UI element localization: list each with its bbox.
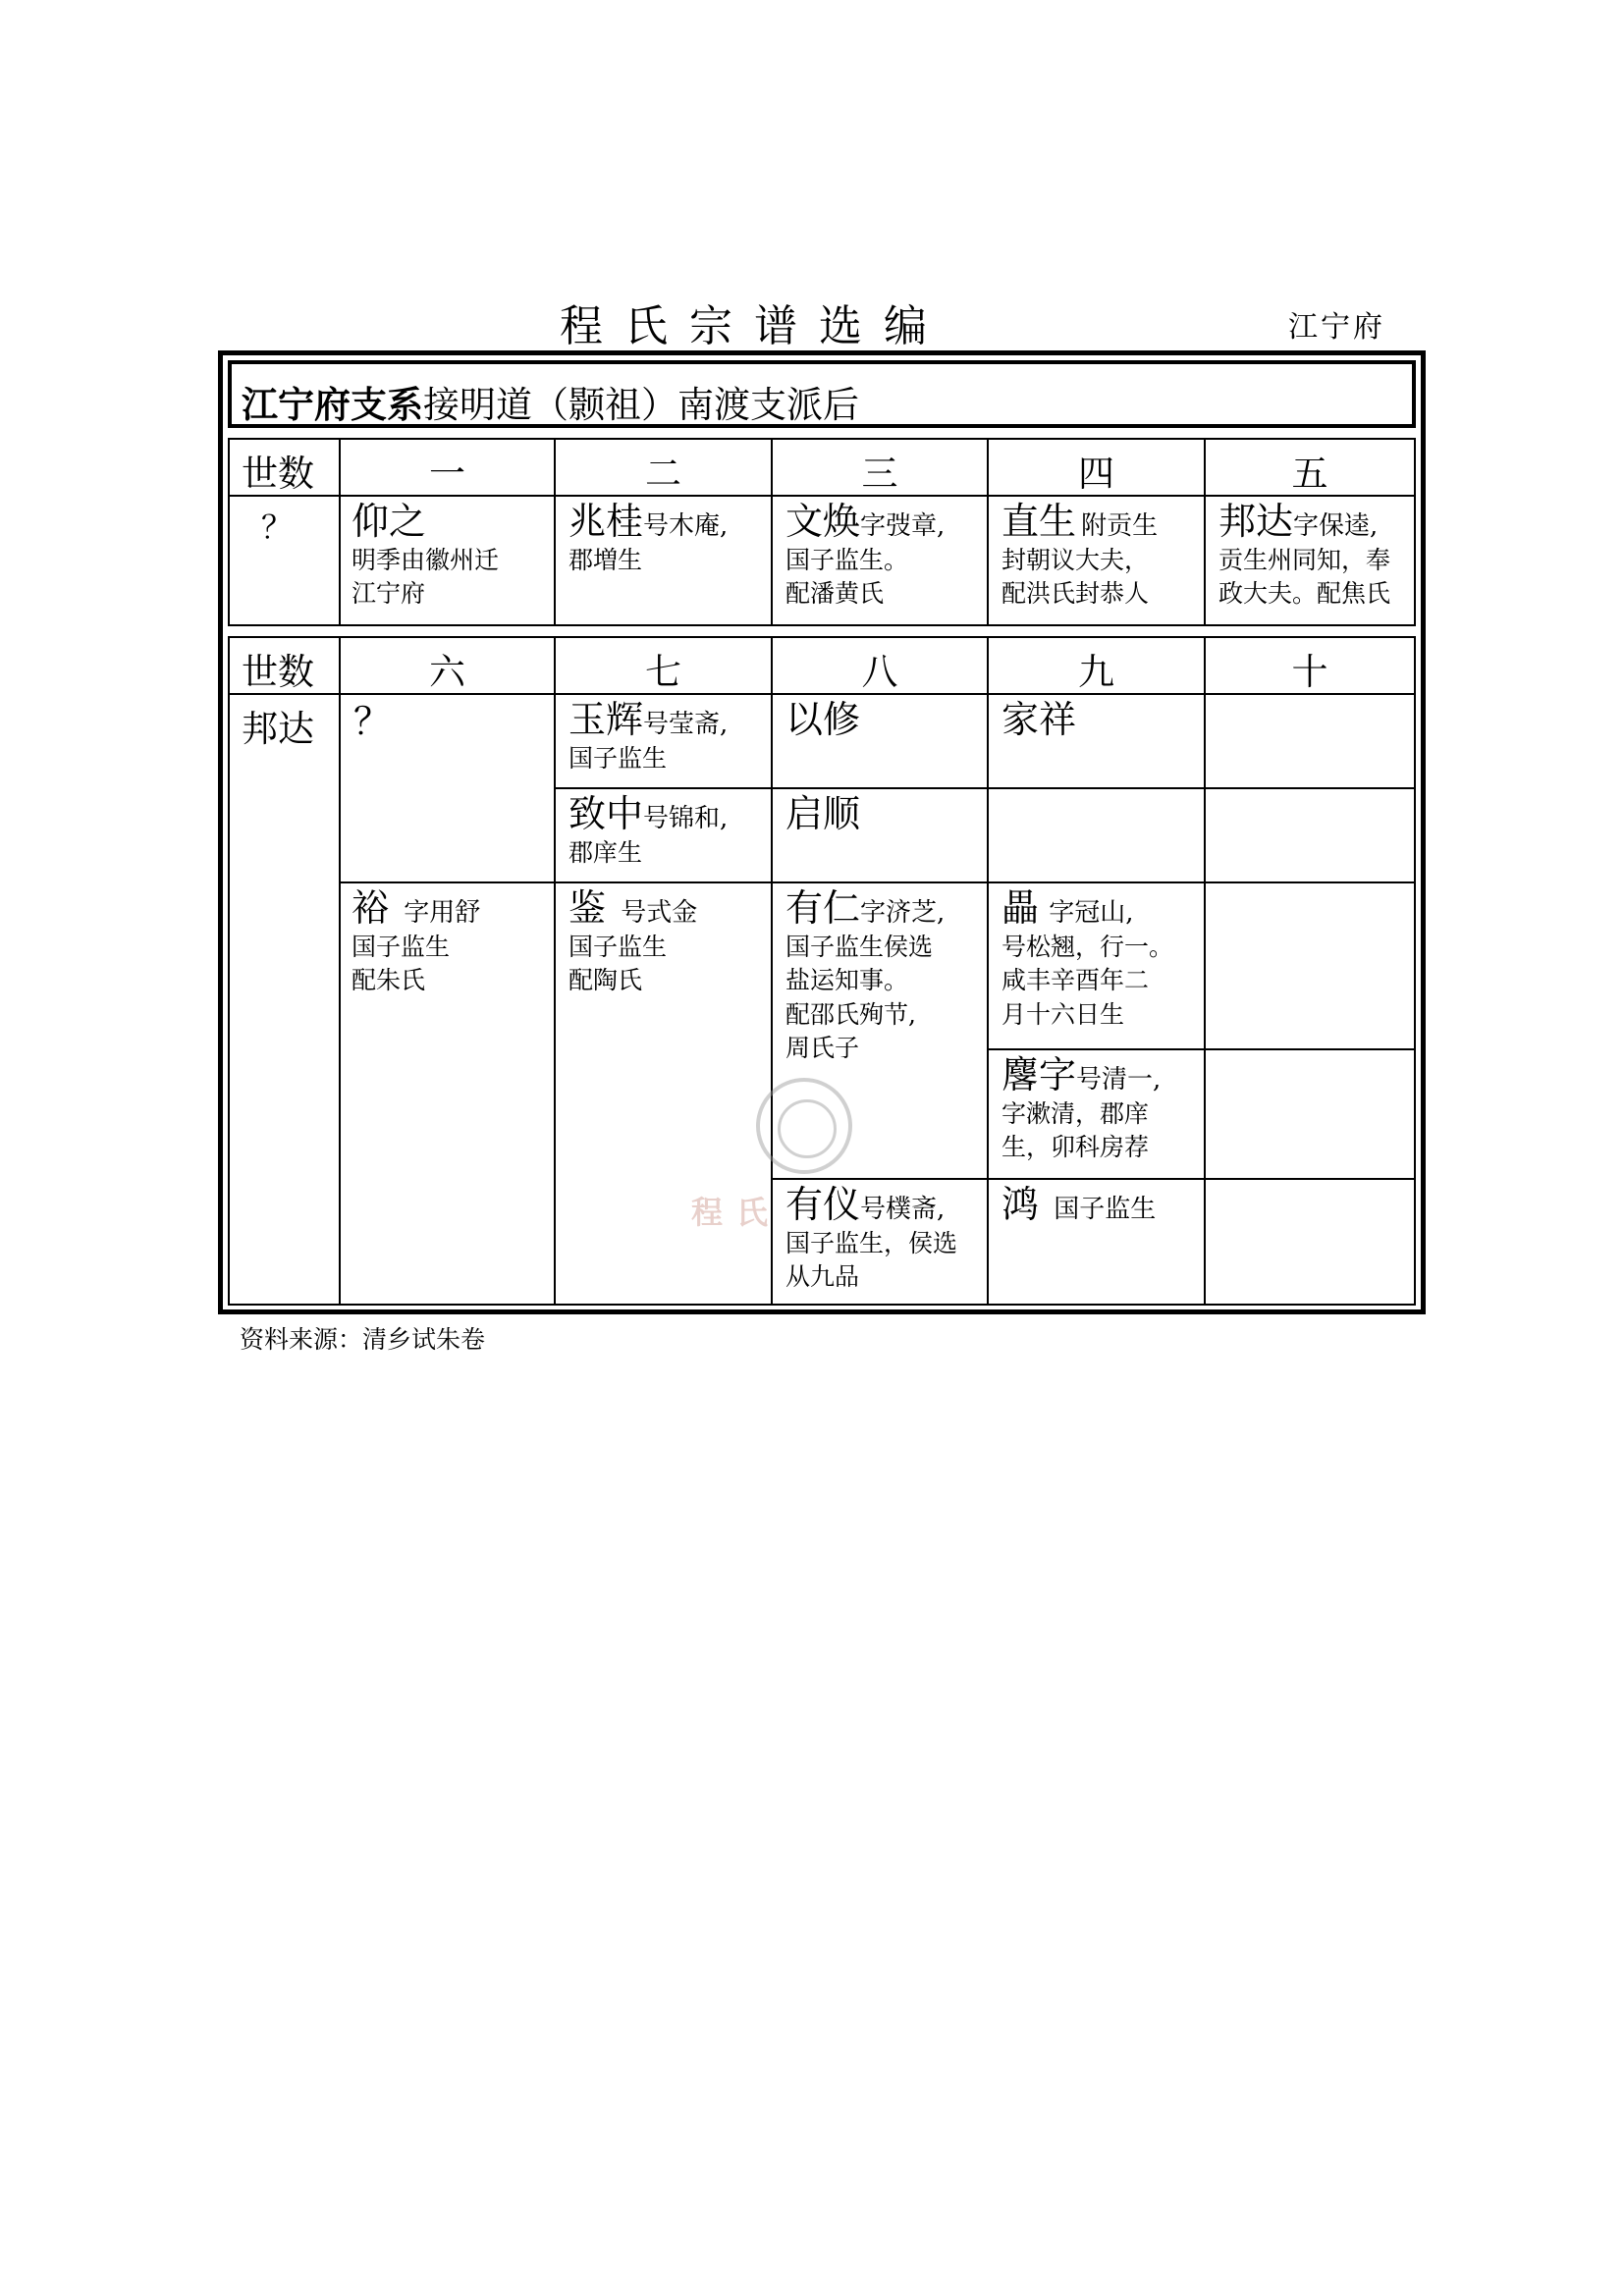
person-title: 号木庵, (643, 511, 729, 541)
source-note: 资料来源：清乡试朱卷 (240, 1325, 486, 1354)
gen-label: 世数 (242, 453, 314, 495)
gen-1: 一 (429, 453, 465, 495)
branch-name: 江宁府支系 (242, 384, 423, 426)
person-title: 字用舒 (404, 898, 481, 928)
person-note: 生，卯科房荐 (1001, 1133, 1150, 1162)
person-cell (352, 501, 548, 612)
person-name: 鉴 (568, 886, 607, 930)
person-title: 字保逵, (1293, 511, 1379, 541)
person-cell (785, 501, 982, 612)
gen-5: 五 (1291, 453, 1328, 495)
person-note: 月十六日生 (1001, 999, 1125, 1029)
person-name: 仰之 (352, 500, 427, 543)
person-name: 裕 (352, 886, 390, 930)
person-note: 号松翘，行一。 (1001, 932, 1174, 961)
lineage-unknown: ？ (261, 508, 294, 546)
person-title: 字冠山, (1049, 898, 1134, 928)
person-note: 配陶氏 (568, 966, 643, 995)
person-note: 国子监生，侯选 (785, 1228, 958, 1257)
person-name: 文焕 (785, 500, 861, 543)
person-title: 国子监生 (1054, 1195, 1157, 1224)
page-title: 程氏宗谱选编 (560, 301, 948, 351)
person-title: 字济芝, (860, 898, 946, 928)
person-note: 字漱清，郡庠 (1001, 1098, 1150, 1128)
person-cell (1001, 501, 1198, 612)
lineage-bangda: 邦达 (242, 708, 314, 750)
person-note: 贡生州同知，奉 (1218, 545, 1391, 574)
person-note: 配洪氏封恭人 (1001, 579, 1150, 609)
person-note: 配朱氏 (352, 966, 426, 995)
person-cell (1218, 501, 1413, 612)
person-name: 家祥 (1001, 698, 1077, 741)
person-cell (568, 699, 765, 775)
gen-9: 九 (1078, 651, 1114, 693)
gen-2: 二 (645, 453, 681, 495)
person-note: 配潘黄氏 (785, 579, 885, 609)
gen-3: 三 (861, 453, 898, 495)
person-title: 号锦和, (643, 804, 729, 833)
person-cell (1001, 699, 1076, 742)
person-name: 以修 (785, 698, 861, 741)
branch-header (242, 375, 859, 428)
person-note: 郡庠生 (568, 837, 643, 867)
person-cell (352, 887, 548, 998)
person-note: 国子监生 (352, 932, 451, 961)
person-title: 号式金 (621, 898, 698, 928)
person-title: 字弢章, (860, 511, 946, 541)
person-cell (568, 501, 765, 577)
person-name: 直生 (1001, 500, 1077, 543)
person-cell (785, 699, 860, 742)
person-unknown: ？ (353, 700, 392, 743)
person-name: 有仁 (785, 886, 861, 930)
person-name: 致中 (568, 792, 644, 835)
gen-7: 七 (645, 651, 681, 693)
person-title: 附贡生 (1081, 511, 1159, 541)
branch-desc: 接明道（颢祖）南渡支派后 (423, 384, 859, 426)
person-cell (1001, 1054, 1198, 1165)
person-note: 郡増生 (568, 545, 643, 574)
person-note: 国子监生 (568, 743, 668, 773)
gen-label: 世数 (242, 651, 314, 693)
seal-watermark (756, 1078, 852, 1174)
gen-4: 四 (1078, 453, 1114, 495)
person-note: 从九品 (785, 1262, 860, 1292)
person-note: 国子监生侯选 (785, 932, 934, 961)
person-name: 麐字 (1001, 1053, 1077, 1096)
gen-8: 八 (861, 651, 898, 693)
person-cell (785, 1184, 982, 1295)
person-name: 有仪 (785, 1183, 861, 1226)
person-note: 周氏子 (785, 1034, 860, 1063)
person-note: 咸丰辛酉年二 (1001, 966, 1150, 995)
gen-6: 六 (429, 651, 465, 693)
person-cell (1001, 1184, 1198, 1227)
person-note: 江宁府 (352, 579, 426, 609)
region-label: 江宁府 (1288, 310, 1385, 345)
person-title: 号莹斋, (643, 710, 729, 739)
person-cell (785, 887, 982, 1066)
person-name: 玉辉 (568, 698, 644, 741)
person-note: 国子监生 (568, 932, 668, 961)
person-note: 盐运知事。 (785, 966, 909, 995)
person-cell (1001, 887, 1198, 1032)
person-title: 号樸斋, (860, 1195, 946, 1224)
person-name: 畾 (1001, 886, 1040, 930)
person-name: 兆桂 (568, 500, 644, 543)
person-cell (568, 793, 765, 870)
person-name: 启顺 (785, 792, 861, 835)
gen-10: 十 (1291, 651, 1328, 693)
person-name: 邦达 (1218, 500, 1294, 543)
person-name: 鸿 (1001, 1183, 1040, 1226)
person-note: 政大夫。配焦氏 (1218, 579, 1391, 609)
person-note: 封朝议大夫， (1001, 545, 1150, 574)
text-watermark: 程氏 (691, 1194, 783, 1231)
person-cell (568, 887, 765, 998)
person-title: 号清一, (1076, 1065, 1162, 1095)
person-cell (785, 793, 860, 836)
person-note: 明季由徽州迁 (352, 545, 500, 574)
person-note: 配邵氏殉节, (785, 999, 916, 1029)
person-note: 国子监生。 (785, 545, 909, 574)
